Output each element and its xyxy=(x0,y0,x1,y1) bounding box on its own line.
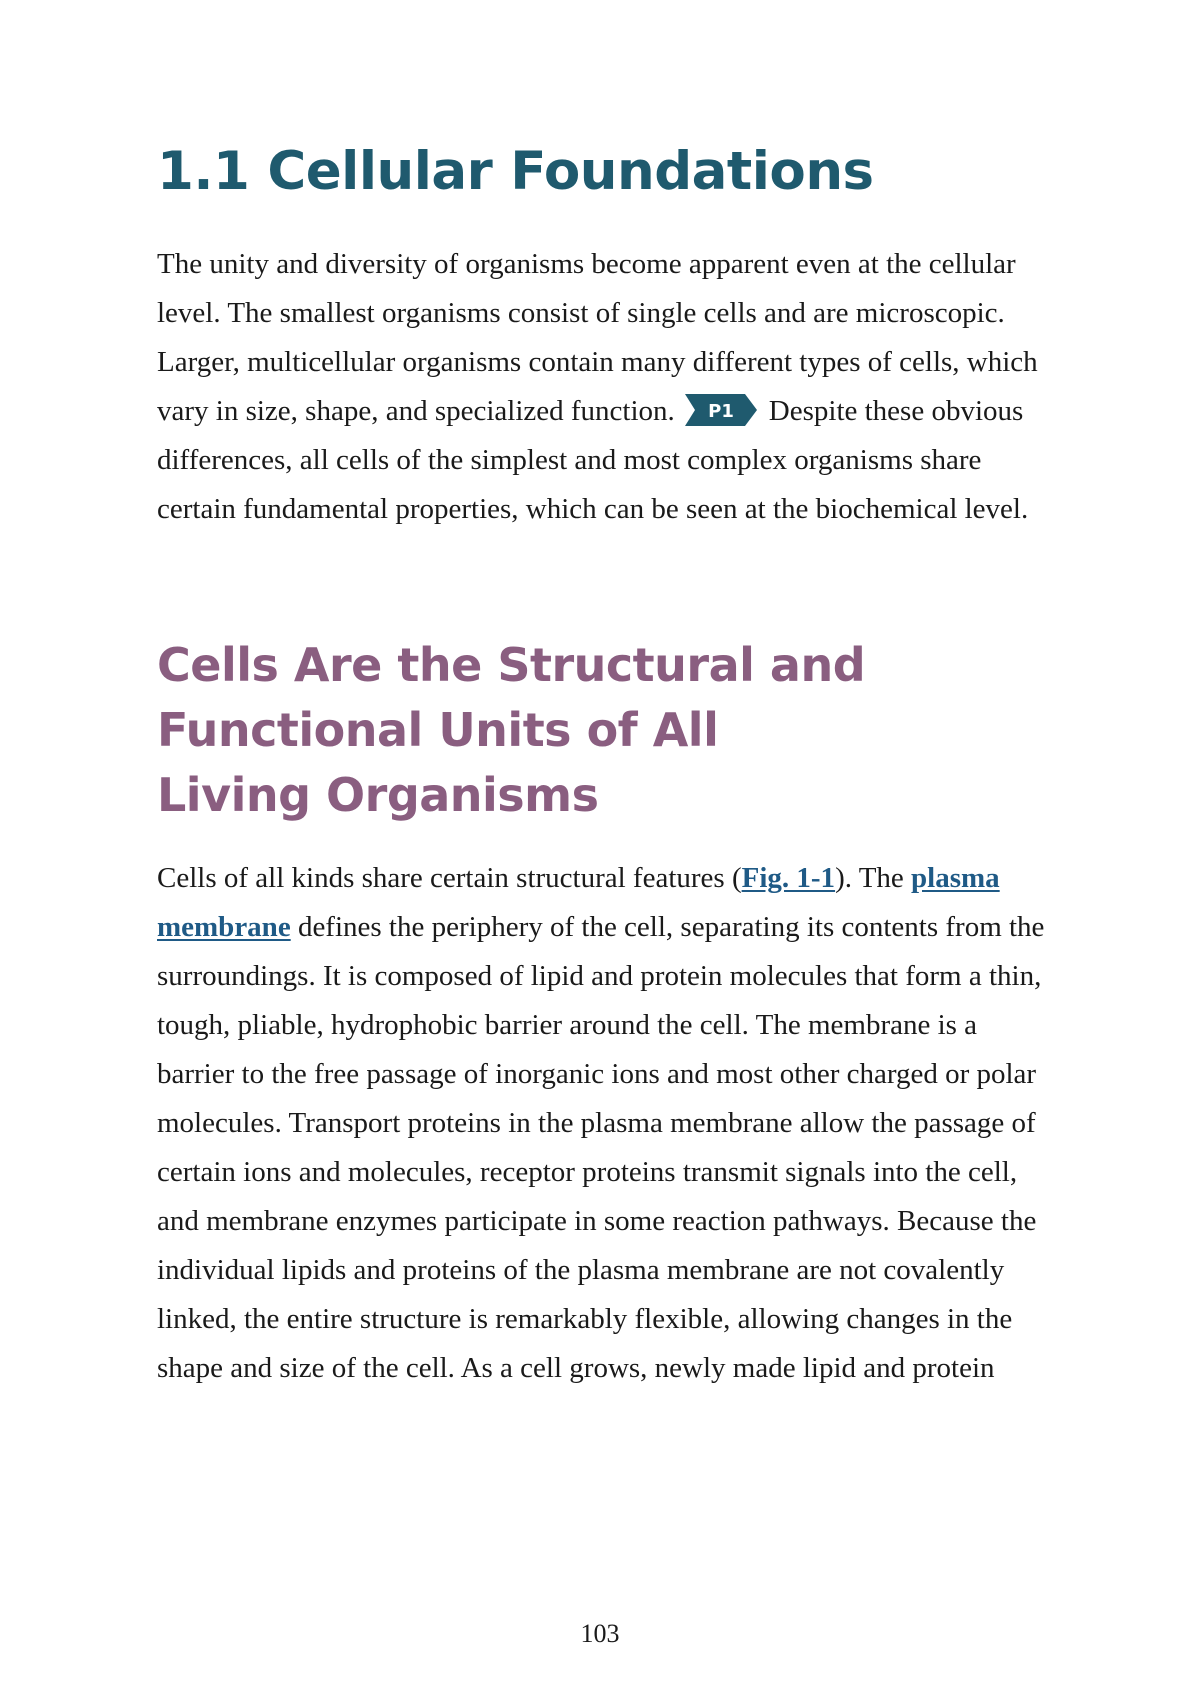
intro-text-part-1: The unity and diversity of organisms become apparent even at the cellular level. The smallest organisms consist of single cells and are microscopic. Larger, multicellular organisms contain many different types of cells, which vary in size, shape, and specialized function. xyxy=(157,248,1038,427)
cells-text-start: Cells of all kinds share certain structural features ( xyxy=(157,862,742,894)
page-content xyxy=(157,140,1057,1393)
page-number: 103 xyxy=(580,1619,620,1648)
subsection-heading: Cells Are the Structural and Functional Units of All Living Organisms xyxy=(157,638,866,822)
section-heading: 1.1 Cellular Foundations xyxy=(157,141,874,202)
p1-marker-icon[interactable] xyxy=(685,394,757,426)
plasma-membrane-link[interactable]: plasma membrane xyxy=(157,862,1000,943)
p1-marker-label: P1 xyxy=(707,401,734,422)
intro-paragraph xyxy=(157,240,1057,534)
intro-text-part-2: Despite these obvious differences, all cells of the simplest and most complex organisms share certain fundamental properties, which can be seen at the biochemical level. xyxy=(157,395,1029,525)
cells-text-rest: defines the periphery of the cell, separating its contents from the surroundings. It is composed of lipid and protein molecules that form a thin, tough, pliable, hydrophobic barrier around the cell. The membrane is a barrier to the free passage of inorganic ions and most other charged or polar molecules. Transport proteins in the plasma membrane allow the passage of certain ions and molecules, receptor proteins transmit signals into the cell, and membrane enzymes participate in some reaction pathways. Because the individual lipids and proteins of the plasma membrane are not covalently linked, the entire structure is remarkably flexible, allowing changes in the shape and size of the cell. As a cell grows, newly made lipid and protein xyxy=(157,911,1045,1384)
figure-1-1-link[interactable]: Fig. 1-1 xyxy=(741,862,836,894)
cells-paragraph xyxy=(157,854,1057,1393)
cells-text-after-fig: ). The xyxy=(835,862,912,894)
